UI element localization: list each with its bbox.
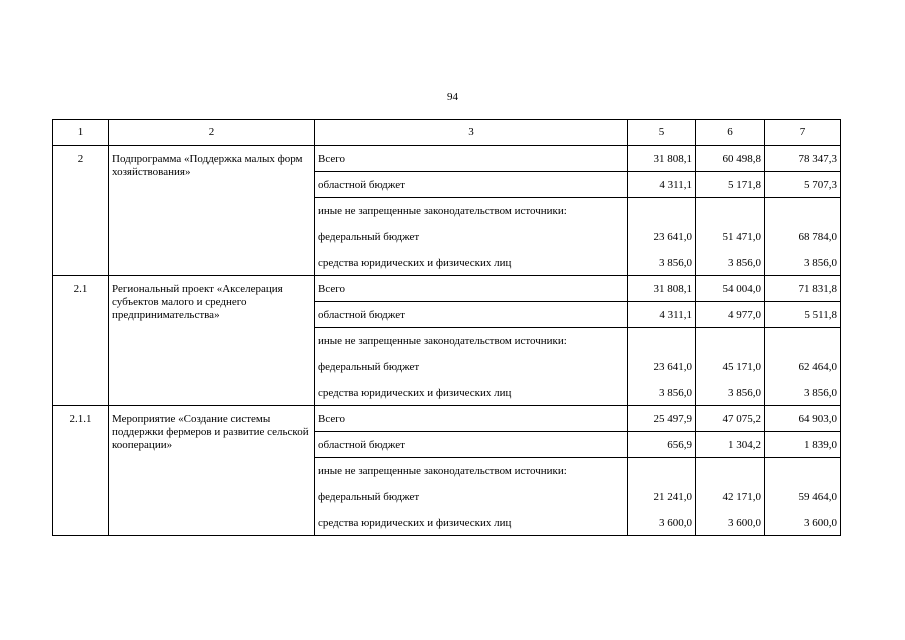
- value-cell-col7: 3 600,0: [765, 510, 841, 536]
- value-cell-col6: [696, 458, 765, 484]
- header-cell-col5: 5: [628, 120, 696, 146]
- funding-source: федеральный бюджет: [315, 354, 628, 380]
- value-cell-col7: 68 784,0: [765, 224, 841, 250]
- table-row: [53, 146, 841, 172]
- funding-source: иные не запрещенные законодательством источники:: [315, 328, 628, 354]
- value-cell-col5: 31 808,1: [628, 276, 696, 302]
- value-cell-col6: 1 304,2: [696, 432, 765, 458]
- funding-source: иные не запрещенные законодательством источники:: [315, 458, 628, 484]
- value-cell-col5: 25 497,9: [628, 406, 696, 432]
- header-cell-col6: 6: [696, 120, 765, 146]
- funding-source: федеральный бюджет: [315, 484, 628, 510]
- value-cell-col6: 3 856,0: [696, 250, 765, 276]
- funding-source: средства юридических и физических лиц: [315, 510, 628, 536]
- value-cell-col7: [765, 458, 841, 484]
- value-cell-col6: 51 471,0: [696, 224, 765, 250]
- table-row: [53, 276, 841, 302]
- value-cell-col6: 54 004,0: [696, 276, 765, 302]
- value-cell-col5: 23 641,0: [628, 354, 696, 380]
- value-cell-col5: 3 856,0: [628, 250, 696, 276]
- item-name: Подпрограмма «Поддержка малых форм хозяйствования»: [109, 146, 315, 276]
- value-cell-col5: 3 600,0: [628, 510, 696, 536]
- value-cell-col5: 3 856,0: [628, 380, 696, 406]
- value-cell-col7: 3 856,0: [765, 380, 841, 406]
- budget-table-body: [53, 120, 841, 536]
- item-number: 2: [53, 146, 109, 276]
- value-cell-col7: 62 464,0: [765, 354, 841, 380]
- value-cell-col7: 71 831,8: [765, 276, 841, 302]
- value-cell-col6: 3 856,0: [696, 380, 765, 406]
- value-cell-col6: [696, 198, 765, 224]
- value-cell-col7: 5 511,8: [765, 302, 841, 328]
- header-cell-col2: 2: [109, 120, 315, 146]
- value-cell-col5: [628, 198, 696, 224]
- header-cell-col7: 7: [765, 120, 841, 146]
- header-row: [53, 120, 841, 146]
- value-cell-col5: 656,9: [628, 432, 696, 458]
- value-cell-col5: 4 311,1: [628, 172, 696, 198]
- item-name: Мероприятие «Создание системы поддержки фермеров и развитие сельской кооперации»: [109, 406, 315, 536]
- value-cell-col5: [628, 458, 696, 484]
- funding-source: Всего: [315, 406, 628, 432]
- page-number: 94: [447, 91, 458, 103]
- value-cell-col7: 3 856,0: [765, 250, 841, 276]
- value-cell-col7: 59 464,0: [765, 484, 841, 510]
- value-cell-col6: 3 600,0: [696, 510, 765, 536]
- funding-source: Всего: [315, 276, 628, 302]
- value-cell-col6: 4 977,0: [696, 302, 765, 328]
- budget-table: [52, 119, 841, 536]
- funding-source: областной бюджет: [315, 432, 628, 458]
- item-number: 2.1.1: [53, 406, 109, 536]
- value-cell-col6: 5 171,8: [696, 172, 765, 198]
- value-cell-col5: 31 808,1: [628, 146, 696, 172]
- header-cell-col1: 1: [53, 120, 109, 146]
- value-cell-col7: 78 347,3: [765, 146, 841, 172]
- value-cell-col5: [628, 328, 696, 354]
- funding-source: областной бюджет: [315, 302, 628, 328]
- funding-source: иные не запрещенные законодательством источники:: [315, 198, 628, 224]
- value-cell-col7: [765, 198, 841, 224]
- value-cell-col5: 23 641,0: [628, 224, 696, 250]
- value-cell-col6: 42 171,0: [696, 484, 765, 510]
- value-cell-col5: 4 311,1: [628, 302, 696, 328]
- funding-source: средства юридических и физических лиц: [315, 380, 628, 406]
- funding-source: Всего: [315, 146, 628, 172]
- value-cell-col7: 1 839,0: [765, 432, 841, 458]
- funding-source: областной бюджет: [315, 172, 628, 198]
- header-cell-col3: 3: [315, 120, 628, 146]
- funding-source: средства юридических и физических лиц: [315, 250, 628, 276]
- value-cell-col6: 60 498,8: [696, 146, 765, 172]
- item-number: 2.1: [53, 276, 109, 406]
- value-cell-col7: [765, 328, 841, 354]
- table-row: [53, 406, 841, 432]
- value-cell-col5: 21 241,0: [628, 484, 696, 510]
- value-cell-col6: 45 171,0: [696, 354, 765, 380]
- value-cell-col7: 64 903,0: [765, 406, 841, 432]
- funding-source: федеральный бюджет: [315, 224, 628, 250]
- item-name: Региональный проект «Акселерация субъектов малого и среднего предпринимательства»: [109, 276, 315, 406]
- value-cell-col6: 47 075,2: [696, 406, 765, 432]
- value-cell-col7: 5 707,3: [765, 172, 841, 198]
- value-cell-col6: [696, 328, 765, 354]
